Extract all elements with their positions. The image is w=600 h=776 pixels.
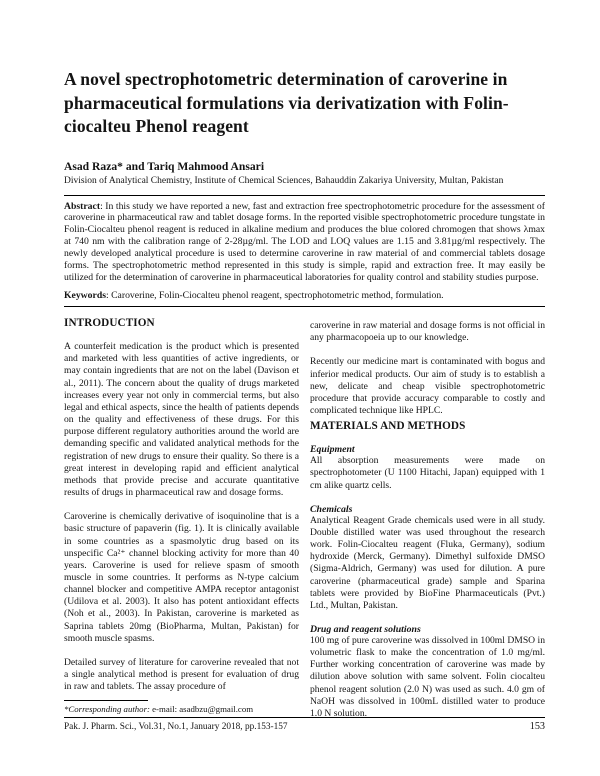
- journal-citation: Pak. J. Pharm. Sci., Vol.31, No.1, January 2018, pp.153-157: [64, 722, 288, 732]
- corresponding-author-footnote: [64, 700, 299, 714]
- keywords-text: : Caroverine, Folin-Ciocalteu phenol reagent, spectrophotometric method, formulation.: [105, 290, 444, 302]
- solutions-paragraph: 100 mg of pure caroverine was dissolved in 100ml DMSO in volumetric flask to make the concentration of 1.0 mg/ml. Further working concentration of caroverine was made by dilution above solution with same solvent. Folin ciocalteu phenol reagent solution (2.0 N) was used as such. 4.0 gm of NaOH was dissolved in 100mL distilled water to produce 1.0 N solution.: [310, 634, 545, 719]
- aim-paragraph: Recently our medicine mart is contaminated with bogus and inferior medical products. Our aim of study is to establish a new, delicate and cheap visible spectrophotometric procedure that provide accuracy comparable to costly and complicated technique like HPLC.: [310, 356, 545, 417]
- abstract-top-divider: [64, 195, 545, 196]
- footnote-label: *Corresponding author:: [64, 704, 150, 714]
- abstract-paragraph: [64, 201, 545, 285]
- materials-methods-heading: MATERIALS AND METHODS: [310, 420, 466, 433]
- authors-line: Asad Raza* and Tariq Mahmood Ansari: [64, 159, 265, 173]
- two-column-body: [64, 314, 545, 720]
- abstract-label: Abstract: [64, 200, 101, 212]
- keywords-bottom-divider: [64, 306, 545, 307]
- page-content: [64, 68, 545, 720]
- keywords-label: Keywords: [64, 290, 106, 302]
- footnote-divider: [64, 700, 148, 701]
- equipment-subheading: Equipment: [310, 444, 355, 456]
- introduction-paragraph-1: A counterfeit medication is the product which is presented and marketed with less quantities of active ingredients, or may contain ingredients that are not on the label (Davison et al., 2011). The concern about the quality of drugs marketed increases every year not only in commercial terms, but also legal and ethical aspects, since the health of patients depends on the quality and effectiveness of these drugs. For this purpose different regulatory authorities around the world are demanding specific and validated analytical methods for the registration of new drugs to ensure their quality. So there is a great interest in developing rapid and efficient analytical methods that provide precise and accurate quantitative results of drugs in pharmaceutical raw and dosage forms.: [64, 341, 299, 499]
- continuation-paragraph: caroverine in raw material and dosage forms is not official in any pharmacopoeia up to our knowledge.: [310, 320, 545, 344]
- introduction-paragraph-3: Detailed survey of literature for caroverine revealed that not a single analytical method is present for evaluation of drug in raw and tablets. The assay procedure of: [64, 656, 299, 693]
- abstract-text: : In this study we have reported a new, fast and extraction free spectrophotometric procedure for the assessment of caroverine in pharmaceutical raw and tablet dosage forms. In the reported visible spectrophotometric procedure tungstate in Folin-Ciocalteu phenol reagent is reduced in alkaline medium and produces the blue colored chromogen that shows λmax at 740 nm with the calibration range of 2-28µg/ml. The LOD and LOQ values are 1.15 and 3.81µg/ml respectively. The newly developed analytical procedure is used to determine caroverine in raw material of and commercial tablets dosage forms. The spectrophotometric method represented in this study is simple, rapid and extraction free. It may easily be utilized for the determination of caroverine in pharmaceutical laboratories for quality control and stability studies purpose.: [64, 200, 545, 284]
- solutions-subheading: Drug and reagent solutions: [310, 623, 421, 635]
- left-column: [64, 314, 299, 720]
- introduction-paragraph-2: Caroverine is chemically derivative of isoquinoline that is a basic structure of papaverin (fig. 1). It is clinically available in some countries as a spasmolytic drug based on its unspecific Ca²⁺ channel blocking activity for more than 40 years. Caroverine is used for relieve spasm of smooth muscle in some countries. It performs as N-type calcium channel blocker and competitive AMPA receptor antagonist (Udilova et al. 2003). It also has potent antioxidant effects (Noh et al., 2003). In Pakistan, caroverine is marketed as Saprina tablets 20mg (BioPharma, Multan, Pakistan) for smooth muscle spasms.: [64, 511, 299, 644]
- footnote-email: e-mail: asadbzu@gmail.com: [149, 704, 254, 714]
- introduction-heading: INTRODUCTION: [64, 317, 155, 330]
- chemicals-subheading: Chemicals: [310, 503, 353, 515]
- right-column: [310, 314, 545, 720]
- keywords-line: [64, 290, 545, 301]
- footnote-text: [64, 704, 299, 714]
- affiliation-line: Division of Analytical Chemistry, Institute of Chemical Sciences, Bahauddin Zakariya University, Multan, Pakistan: [64, 175, 504, 186]
- paper-title: A novel spectrophotometric determination of caroverine in pharmaceutical formulations via derivatization with Folin-ciocalteu Phenol reagent: [64, 69, 509, 136]
- page-number: 153: [529, 721, 545, 732]
- chemicals-paragraph: Analytical Reagent Grade chemicals used were in all study. Double distilled water was used throughout the research work. Folin-Ciocalteu reagent (Fluka, Germany), sodium hydroxide (Merck, Germany). Dimethyl sulfoxide DMSO (Sigma-Aldrich, Germany) was used for dilution. A pure caroverine (pharmaceutical grade) sample and Sparina tablets were provided by BioFine Pharmaceuticals (Pvt.) Ltd., Multan, Pakistan.: [310, 514, 545, 611]
- equipment-paragraph: All absorption measurements were made on spectrophotometer (U 1100 Hitachi, Japan) equipped with 1 cm alike quartz cells.: [310, 455, 545, 491]
- page-footer: [64, 717, 545, 732]
